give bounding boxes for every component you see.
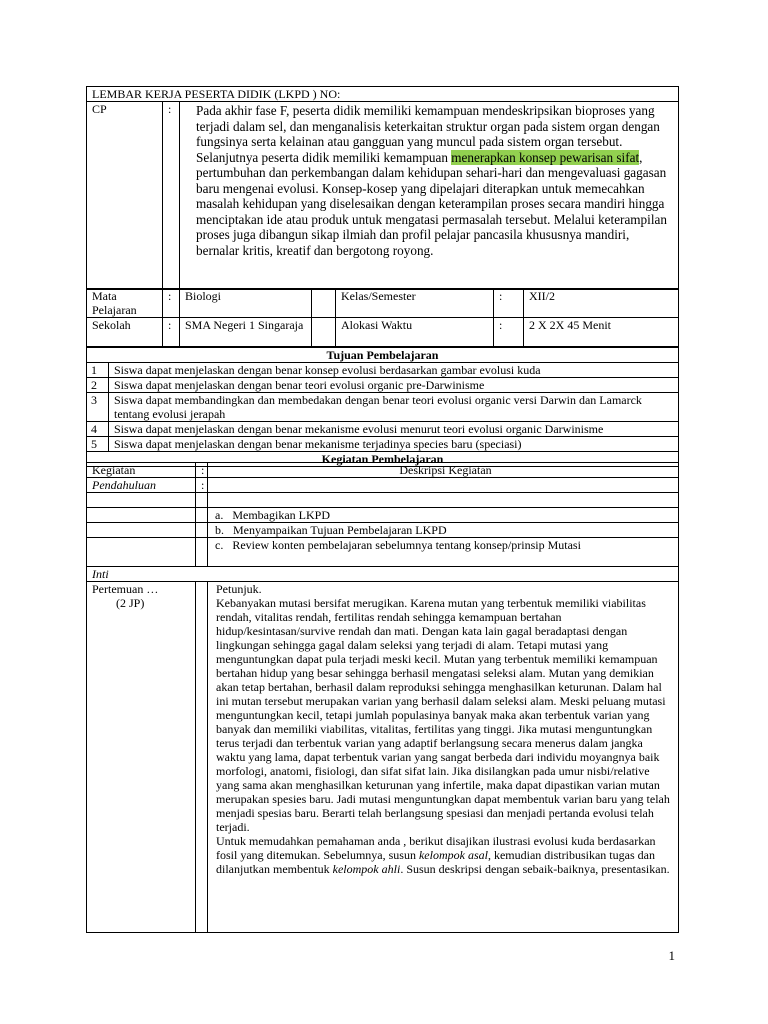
alokasi-label-cell [336, 318, 494, 347]
alokasi-colon-cell [494, 318, 524, 347]
tujuan-row [87, 363, 679, 378]
sekolah-label-cell [87, 318, 163, 347]
cp-colon: : [168, 102, 172, 116]
tujuan-text-value: Siswa dapat membandingkan dan membedakan dengan benar teori evolusi organic versi Darwin dan Lamarck tentang evolusi jerapah [114, 393, 642, 421]
sekolah-colon: : [168, 318, 172, 332]
tujuan-text [109, 422, 679, 437]
spacer-cell [87, 538, 196, 567]
p2-kelompok-ahli: kelompok ahli [332, 862, 401, 876]
tujuan-text [109, 437, 679, 452]
spacer-cell [87, 523, 196, 538]
alokasi-value: 2 X 2X 45 Menit [529, 318, 611, 332]
tujuan-text-value: Siswa dapat menjelaskan dengan benar mekanisme evolusi menurut teori evolusi organic Darwinisme [114, 422, 604, 436]
tujuan-row [87, 437, 679, 452]
tujuan-no-text: 5 [91, 437, 97, 451]
empty-cell-1 [312, 289, 336, 318]
col-deskripsi [208, 463, 679, 478]
sekolah-colon-cell [163, 318, 180, 347]
page-number: 1 [668, 948, 675, 963]
spacer-cell [196, 538, 208, 567]
spacer-cell [87, 493, 196, 508]
pendahuluan-item [208, 508, 679, 523]
kelas-value: XII/2 [529, 289, 555, 303]
inti-label [87, 567, 679, 582]
pendahuluan-colon [196, 478, 208, 493]
kelas-colon: : [499, 289, 503, 303]
tujuan-table [86, 347, 679, 467]
col-kegiatan [87, 463, 196, 478]
item-text: Review konten pembelajaran sebelumnya tentang konsep/prinsip Mutasi [232, 538, 581, 552]
tujuan-text [109, 393, 679, 422]
pendahuluan-item [208, 538, 679, 567]
pertemuan-cell [87, 582, 196, 933]
tujuan-text [109, 363, 679, 378]
jp-label: (2 JP) [116, 596, 145, 610]
tujuan-no-text: 1 [91, 363, 97, 377]
sekolah-value: SMA Negeri 1 Singaraja [185, 318, 304, 332]
cp-colon-cell [163, 102, 180, 290]
mapel-value-cell [180, 289, 312, 318]
spacer-cell [196, 493, 208, 508]
info-table [86, 288, 679, 347]
tujuan-text-value: Siswa dapat menjelaskan dengan benar mekanisme terjadinya species baru (speciasi) [114, 437, 522, 451]
tujuan-text [109, 378, 679, 393]
kelas-label-cell [336, 289, 494, 318]
lkpd-title-text: LEMBAR KERJA PESERTA DIDIK (LKPD ) NO: [92, 87, 341, 101]
paragraph-mutasi: Kebanyakan mutasi bersifat merugikan. Karena mutan yang terbentuk memiliki viabilitas rendah, vitalitas rendah, fertilitas rendah sehingga kemampuan bertahan hidup/kesintasan/survive rendah dan mati. Dengan kata lain gagal beradaptasi dengan lingkungan sehingga gagal dalam seleksi yang terjadi di alam. Tetapi mutasi yang menguntungkan dapat pula terjadi meski kecil. Mutan yang terbentuk memiliki kemampuan bertahan hidup yang besar sehingga berhasil mengatasi seleksi alam. Mutan yang demikian akan tetap bertahan, berhasil dalam reproduksi sehingga menghasilkan keturunan. Dalam hal ini mutan tersebut merupakan varian yang berhasil dalam seleksi alam. Meski peluang mutasi menguntungkan kecil, tetapi jumlah populasinya banyak maka akan terbentuk varian yang banyak dan memiliki viabilitas, vitalitas, fertilitas yang tinggi. Jika mutasi menguntungkan terus terjadi dan terbentuk varian yang adaptif berlangsung secara menerus dalam jangka waktu yang lama, dapat terbentuk varian yang sangat berbeda dari individu moyangnya baik morfologi, anatomi, fisiologi, dan sifat sifat lain. Jika disilangkan pada umur nisbi/relative yang sama akan menghasilkan keturunan yang infertile, maka dapat dipastikan varian mutan merupakan spesies baru. Jadi mutasi menguntungkan dapat membentuk varian baru yang telah menjadi spesias baru. Berarti telah berlangsung spesiasi dan menjadi pertanda evolusi telah terjadi. [216, 596, 670, 834]
paragraph-ilustrasi [216, 834, 672, 876]
spacer-cell [208, 493, 679, 508]
tujuan-heading [87, 348, 679, 363]
sekolah-label: Sekolah [92, 318, 131, 332]
inti-text: Inti [92, 567, 109, 581]
p2-kelompok-asal: kelompok asal [418, 848, 488, 862]
mapel-label-cell [87, 289, 163, 318]
pertemuan-label: Pertemuan … [92, 582, 159, 596]
mapel-label: Mata Pelajaran [92, 289, 137, 317]
item-marker: c. [215, 538, 224, 552]
col-colon [196, 463, 208, 478]
cp-highlight: menerapkan konsep pewarisan sifat [451, 149, 640, 165]
cp-label: CP [92, 102, 107, 116]
p2-text-e: . Susun deskripsi dengan sebaik-baiknya, presentasikan. [400, 862, 670, 876]
col-colon-text: : [201, 463, 205, 477]
cp-label-cell [87, 102, 163, 290]
spacer-cell [196, 523, 208, 538]
pendahuluan-colon-text: : [201, 478, 205, 492]
mapel-colon: : [168, 289, 172, 303]
sekolah-value-cell [180, 318, 312, 347]
spacer-cell [196, 508, 208, 523]
p2-text-c: , kemudian distribusikan tugas dan dilanjutkan membentuk [216, 848, 655, 876]
tujuan-row [87, 378, 679, 393]
tujuan-no [87, 378, 109, 393]
item-marker: a. [215, 508, 224, 522]
mapel-value: Biologi [185, 289, 222, 303]
kelas-colon-cell [494, 289, 524, 318]
alokasi-value-cell [524, 318, 679, 347]
kegiatan-table [86, 462, 679, 933]
empty-cell-2 [312, 318, 336, 347]
cp-text-after: , pertumbuhan dan perkembangan dalam kehidupan sehari-hari dan mengevaluasi gagasan baru mengenai evolusi. Konsep-kosep yang dipelajari diterapkan untuk memecahkan masalah kehidupan yang diselesaikan dengan keterampilan proses secara mandiri hingga menciptakan ide atau produk untuk mengatasi permasalah tersebut. Melalui keterampilan proses juga dibangun sikap ilmiah dan profil pelajar pancasila khususnya mandiri, bernalar kritis, kreatif dan bergotong royong. [196, 149, 667, 258]
pendahuluan-text: Pendahuluan [92, 478, 156, 492]
kelas-value-cell [524, 289, 679, 318]
tujuan-no-text: 4 [91, 422, 97, 436]
kelas-label: Kelas/Semester [341, 289, 416, 303]
cp-text-cell [180, 102, 679, 290]
pendahuluan-label [87, 478, 196, 493]
inti-description [208, 582, 679, 933]
alokasi-label: Alokasi Waktu [341, 318, 413, 332]
tujuan-no [87, 422, 109, 437]
tujuan-no-text: 2 [91, 378, 97, 392]
lkpd-title [87, 87, 679, 102]
item-text: Membagikan LKPD [232, 508, 330, 522]
mapel-colon-cell [163, 289, 180, 318]
pendahuluan-item [208, 523, 679, 538]
tujuan-heading-text: Tujuan Pembelajaran [326, 348, 439, 362]
kegiatan-heading-text: Kegiatan Pembelajaran [321, 452, 444, 466]
tujuan-row [87, 422, 679, 437]
inti-colon [196, 582, 208, 933]
pendahuluan-empty [208, 478, 679, 493]
item-text: Menyampaikan Tujuan Pembelajaran LKPD [233, 523, 447, 537]
spacer-cell [87, 508, 196, 523]
tujuan-text-value: Siswa dapat menjelaskan dengan benar konsep evolusi berdasarkan gambar evolusi kuda [114, 363, 541, 377]
petunjuk-label: Petunjuk. [216, 582, 262, 596]
tujuan-no [87, 437, 109, 452]
col-kegiatan-text: Kegiatan [92, 463, 136, 477]
tujuan-no [87, 393, 109, 422]
alokasi-colon: : [499, 318, 503, 332]
tujuan-row [87, 393, 679, 422]
cp-text-before: Pada akhir fase F, peserta didik memiliki kemampuan mendeskripsikan bioproses yang terjadi dalam sel, dan menganalisis keterkaitan struktur organ pada sistem organ dengan fungsinya serta kelainan atau gangguan yang muncul pada sistem organ tersebut. Selanjutnya peserta didik memiliki kemampuan [196, 103, 660, 165]
lkpd-table [86, 86, 679, 290]
p2-text-a: Untuk memudahkan pemahaman anda , berikut disajikan ilustrasi evolusi kuda berdasarkan fosil yang ditemukan. Sebelumnya, susun [216, 834, 656, 862]
tujuan-text-value: Siswa dapat menjelaskan dengan benar teori evolusi organic pre-Darwinisme [114, 378, 485, 392]
tujuan-no-text: 3 [91, 393, 97, 407]
col-deskripsi-text: Deskripsi Kegiatan [399, 463, 492, 477]
item-marker: b. [215, 523, 224, 537]
tujuan-no [87, 363, 109, 378]
